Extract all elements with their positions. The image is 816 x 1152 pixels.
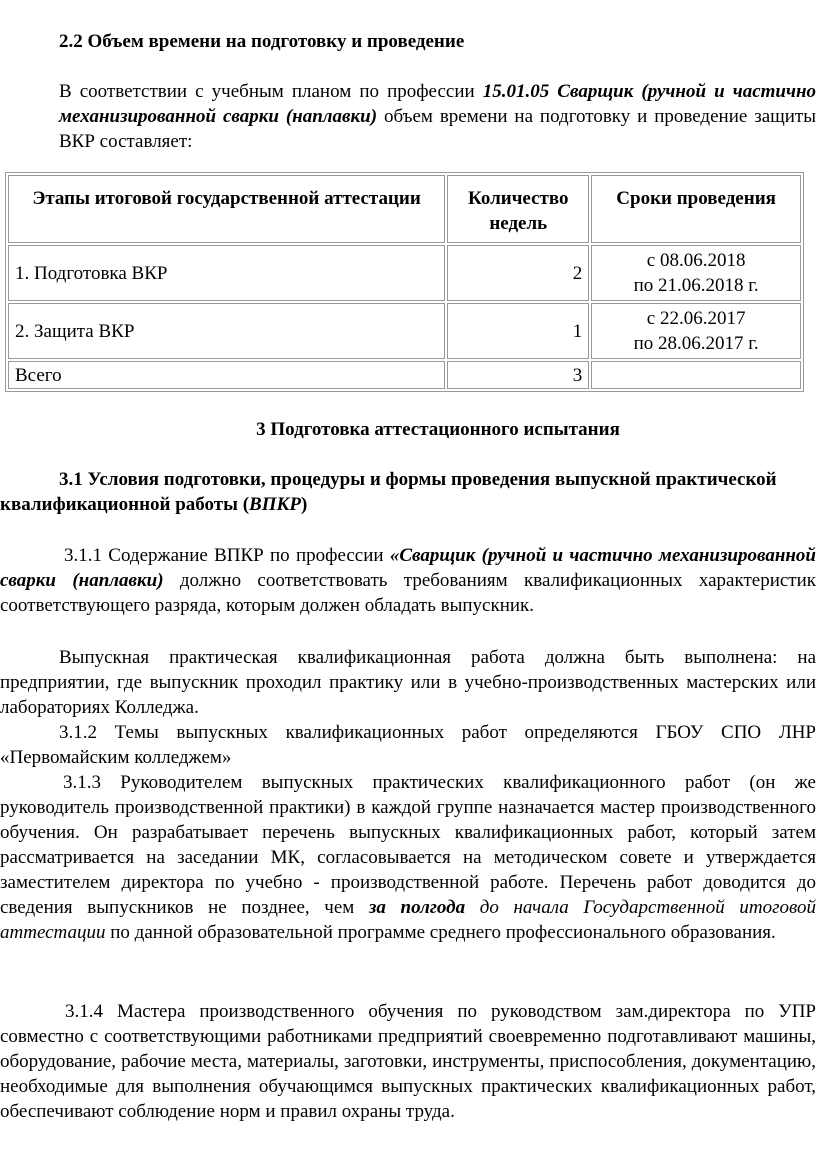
- row-date-end: по 21.06.2018 г.: [633, 275, 759, 296]
- row-weeks: 1: [447, 303, 589, 359]
- row-date-start: с 22.06.2017: [646, 308, 746, 329]
- intro-end: объем времени на подготовку и проведение защиты ВКР составляет:: [59, 106, 816, 152]
- row-stage: 2. Защита ВКР: [8, 303, 445, 359]
- row-stage: Всего: [8, 361, 445, 389]
- section-3-1-title-abbr: ВПКР: [249, 494, 301, 515]
- paragraph-3-1-1: [0, 543, 816, 618]
- p311-start: 3.1.1 Содержание ВПКР по профессии: [64, 545, 390, 566]
- p313-end: по данной образовательной программе среднего профессионального образования.: [105, 922, 776, 943]
- row-date-end: по 28.06.2017 г.: [633, 333, 759, 354]
- table-row: [8, 245, 801, 301]
- table-row: [8, 361, 801, 389]
- section-3-1-title: [0, 467, 800, 517]
- section-2-2-title: 2.2 Объем времени на подготовку и проведение: [59, 31, 465, 52]
- section-3-title: 3 Подготовка аттестационного испытания: [256, 419, 620, 440]
- table-header-row: [8, 175, 801, 243]
- p311-end: должно соответствовать требованиям квалификационных характеристик соответствующего разряда, которым должен обладать выпускник.: [0, 570, 816, 616]
- paragraph-3-1-4: 3.1.4 Мастера производственного обучения по руководством зам.директора по УПР совместно с соответствующими работниками предприятий своевременно подготавливают машины, оборудование, рабочие места, материалы, заготовки, инструменты, приспособления, документацию, необходимые для выполнения обучающимся выпускных практических квалификационных работ, обеспечивают соблюдение норм и правил охраны труда.: [0, 1001, 816, 1122]
- p311-profession: «Сварщик (ручной и частично механизированной сварки (наплавки): [0, 545, 816, 591]
- header-weeks: Количество недель: [447, 175, 589, 243]
- row-date-start: с 08.06.2018: [646, 250, 746, 271]
- table-row: [8, 303, 801, 359]
- p313-bold: за полгода: [368, 897, 466, 918]
- paragraph-3-1-3: [0, 770, 816, 945]
- stages-table: [5, 172, 804, 392]
- row-weeks: 2: [447, 245, 589, 301]
- section-3-1-title-end: ): [301, 494, 308, 515]
- row-dates: [591, 245, 801, 301]
- header-dates: Сроки проведения: [591, 175, 801, 243]
- intro-line-1: [59, 79, 816, 154]
- paragraph-3-1-2: 3.1.2 Темы выпускных квалификационных работ определяются ГБОУ СПО ЛНР «Первомайским колледжем»: [0, 722, 816, 768]
- intro-profession: 15.01.05 Сварщик (ручной и частично механизированной сварки (наплавки): [59, 81, 816, 127]
- intro-start: В соответствии с учебным планом по профессии: [59, 81, 483, 102]
- paragraph-vpkr: Выпускная практическая квалификационная работа должна быть выполнена: на предприятии, где выпускник проходил практику или в учебно-производственных мастерских или лабораториях Колледжа.: [0, 647, 816, 718]
- p313-italic: до начала Государственной итоговой аттестации: [0, 897, 816, 943]
- p313-start: 3.1.3 Руководителем выпускных практических квалификационного работ (он же руководитель производственной практики) в каждой группе назначается мастер производственного обучения. Он разрабатывает перечень выпускных квалификационных работ, который затем рассматривается на заседании МК, согласовывается на методическом совете и утверждается заместителем директора по учебно - производственной работе. Перечень работ доводится до сведения выпускников не позднее, чем: [0, 772, 816, 918]
- section-3-1-title-start: 3.1 Условия подготовки, процедуры и формы проведения выпускной практической квалификационной работы (: [0, 469, 777, 515]
- row-dates: [591, 303, 801, 359]
- row-weeks: 3: [447, 361, 589, 389]
- header-stage: Этапы итоговой государственной аттестации: [8, 175, 445, 243]
- row-stage: 1. Подготовка ВКР: [8, 245, 445, 301]
- row-dates: [591, 361, 801, 389]
